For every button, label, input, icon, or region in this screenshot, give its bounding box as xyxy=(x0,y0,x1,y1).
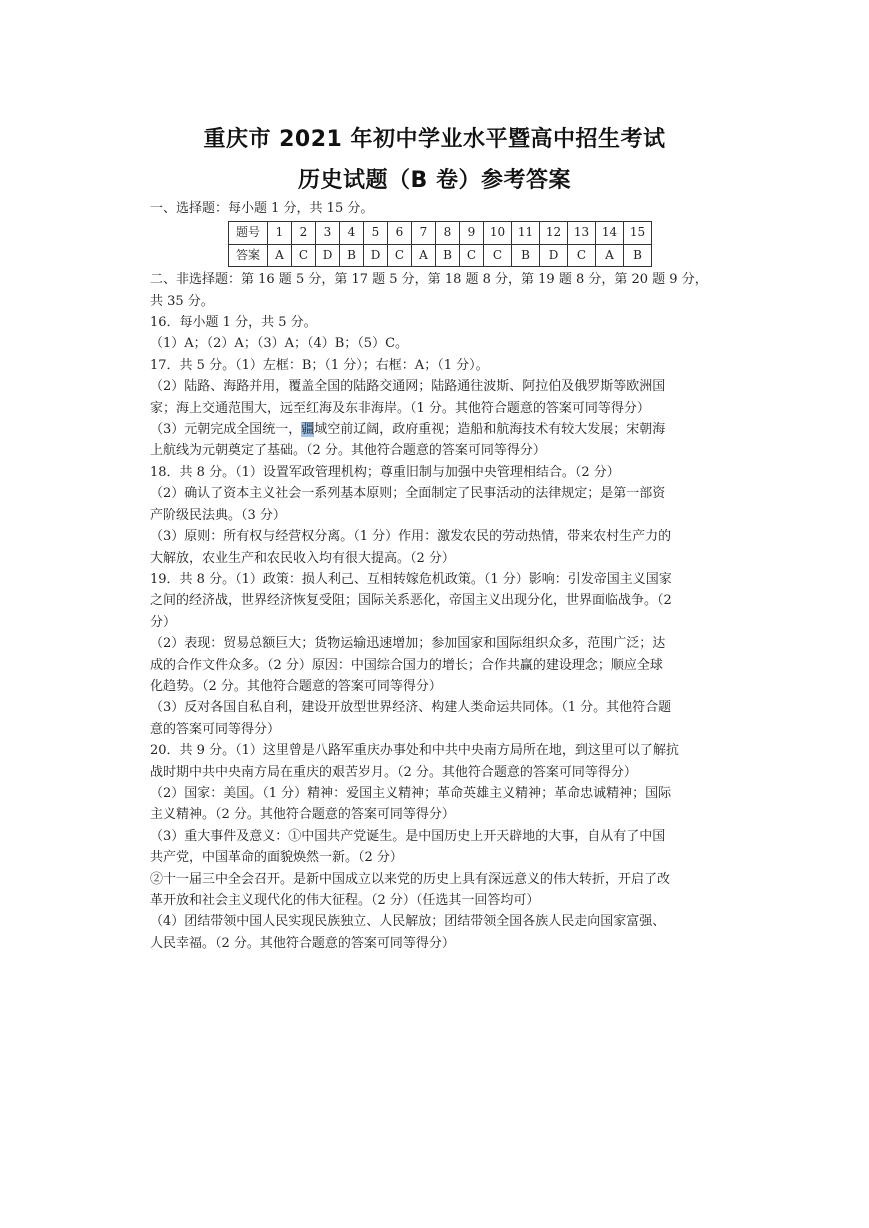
table-cell: 2 xyxy=(292,222,316,244)
q19-part2-line2: 成的合作文件众多。（2 分）原因：中国综合国力的增长；合作共赢的建设理念；顺应全球 xyxy=(150,657,663,673)
q20-part3-line3: ②十一届三中全会召开。是新中国成立以来党的历史上具有深远意义的伟大转折，开启了改 xyxy=(150,871,671,887)
table-cell: 9 xyxy=(460,222,484,244)
text-run: 域空前辽阔，政府重视；造船和航海技术有较大发展；宋朝海 xyxy=(314,422,666,438)
table-cell: D xyxy=(364,244,388,266)
table-cell: 5 xyxy=(364,222,388,244)
answer-body xyxy=(150,198,720,954)
q19-part2-line1: （2）表现：贸易总额巨大；货物运输迅速增加；参加国家和国际组织众多，范围广泛；达 xyxy=(150,636,666,652)
q20-part4-line1: （4）团结带领中国人民实现民族独立、人民解放；团结带领全国各族人民走向国家富强、 xyxy=(150,914,666,930)
row-header-answer: 答案 xyxy=(229,244,268,266)
q19-part1-line2: 之间的经济战，世界经济恢复受阻；国际关系恶化，帝国主义出现分化，世界面临战争。（2 xyxy=(150,593,672,609)
q19-part3-line1: （3）反对各国自私自利，建设开放型世界经济、构建人类命运共同体。（1 分。其他符合题 xyxy=(150,700,672,716)
table-cell: B xyxy=(624,244,652,266)
q20-part3-line2: 共产党，中国革命的面貌焕然一新。（2 分） xyxy=(150,850,403,866)
table-cell: 3 xyxy=(316,222,340,244)
q17-part2-line1: （2）陆路、海路并用，覆盖全国的陆路交通网；陆路通往波斯、阿拉伯及俄罗斯等欧洲国 xyxy=(150,379,666,395)
table-cell: 4 xyxy=(340,222,364,244)
table-cell: C xyxy=(388,244,412,266)
q16-heading: 16．每小题 1 分，共 5 分。 xyxy=(150,315,317,331)
table-cell: 13 xyxy=(568,222,596,244)
multiple-choice-answer-table xyxy=(228,221,652,267)
document-subtitle: 历史试题（B 卷）参考答案 xyxy=(298,168,571,193)
table-cell: A xyxy=(596,244,624,266)
table-cell: B xyxy=(436,244,460,266)
q18-part2-line2: 产阶级民法典。（3 分） xyxy=(150,507,286,523)
table-cell: C xyxy=(460,244,484,266)
q19-part3-line2: 意的答案可同等得分） xyxy=(150,721,281,737)
q17-part3-line1 xyxy=(150,419,720,440)
q20-heading: 20．共 9 分。（1）这里曾是八路军重庆办事处和中共中央南方局所在地，到这里可以了解抗 xyxy=(150,743,679,759)
q20-part2-line1: （2）国家：美国。（1 分）精神：爱国主义精神；革命英雄主义精神；革命忠诚精神；国际 xyxy=(150,785,672,801)
table-cell: 14 xyxy=(596,222,624,244)
q19-heading: 19．共 8 分。（1）政策：损人利己、互相转嫁危机政策。（1 分）影响：引发帝国主义国家 xyxy=(150,571,672,587)
q17-part3-line2: 上航线为元朝奠定了基础。（2 分。其他符合题意的答案可同等得分） xyxy=(150,443,546,459)
question-number-row xyxy=(229,222,652,244)
table-cell: B xyxy=(340,244,364,266)
table-cell: A xyxy=(268,244,292,266)
q18-heading: 18．共 8 分。（1）设置军政管理机构；尊重旧制与加强中央管理相结合。（2 分） xyxy=(150,464,620,480)
table-cell: 8 xyxy=(436,222,460,244)
table-cell: 10 xyxy=(484,222,512,244)
table-cell: C xyxy=(568,244,596,266)
section-1-heading: 一、选择题：每小题 1 分，共 15 分。 xyxy=(150,201,374,216)
table-cell: 11 xyxy=(512,222,540,244)
q20-part1-line2: 战时期中共中央南方局在重庆的艰苦岁月。（2 分。其他符合题意的答案可同等得分） xyxy=(150,764,637,780)
q20-part2-line2: 主义精神。（2 分。其他符合题意的答案可同等得分） xyxy=(150,807,455,823)
table-cell: 7 xyxy=(412,222,436,244)
table-cell: 6 xyxy=(388,222,412,244)
q18-part3-line1: （3）原则：所有权与经营权分离。（1 分）作用：激发农民的劳动热情，带来农村生产力的 xyxy=(150,529,672,545)
document-title: 重庆市 2021 年初中学业水平暨高中招生考试 xyxy=(203,127,666,152)
q20-part4-line2: 人民幸福。（2 分。其他符合题意的答案可同等得分） xyxy=(150,935,455,951)
table-cell: B xyxy=(512,244,540,266)
table-cell: 12 xyxy=(540,222,568,244)
q20-part3-line1: （3）重大事件及意义：①中国共产党诞生。是中国历史上开天辟地的大事，自从有了中国 xyxy=(150,828,666,844)
selected-text-highlight[interactable]: 疆 xyxy=(301,422,315,438)
q18-part3-line2: 大解放，农业生产和农民收入均有很大提高。（2 分） xyxy=(150,550,455,566)
table-cell: C xyxy=(484,244,512,266)
q17-part2-line2: 家；海上交通范围大，远至红海及东非海岸。（1 分。其他符合题意的答案可同等得分） xyxy=(150,400,650,416)
q19-part2-line3: 化趋势。（2 分。其他符合题意的答案可同等得分） xyxy=(150,678,442,694)
table-cell: D xyxy=(316,244,340,266)
q17-heading: 17．共 5 分。（1）左框：B；（1 分）；右框：A；（1 分）。 xyxy=(150,357,489,373)
row-header-number: 题号 xyxy=(229,222,268,244)
q18-part2-line1: （2）确认了资本主义社会一系列基本原则；全面制定了民事活动的法律规定；是第一部资 xyxy=(150,486,666,502)
text-run: （3）元朝完成全国统一， xyxy=(150,422,302,438)
q19-part1-line3: 分） xyxy=(150,614,177,630)
section-2-heading-cont: 共 35 分。 xyxy=(150,293,214,309)
answer-row xyxy=(229,244,652,266)
table-cell: 15 xyxy=(624,222,652,244)
table-cell: C xyxy=(292,244,316,266)
table-cell: D xyxy=(540,244,568,266)
table-cell: 1 xyxy=(268,222,292,244)
table-cell: A xyxy=(412,244,436,266)
q16-answers: （1）A；（2）A；（3）A；（4）B；（5）C。 xyxy=(150,336,409,352)
q20-part3-line4: 革开放和社会主义现代化的伟大征程。（2 分）（任选其一回答均可） xyxy=(150,893,540,908)
section-2-heading: 二、非选择题：第 16 题 5 分，第 17 题 5 分，第 18 题 8 分，第 19 题 8 分，第 20 题 9 分， xyxy=(150,272,708,288)
